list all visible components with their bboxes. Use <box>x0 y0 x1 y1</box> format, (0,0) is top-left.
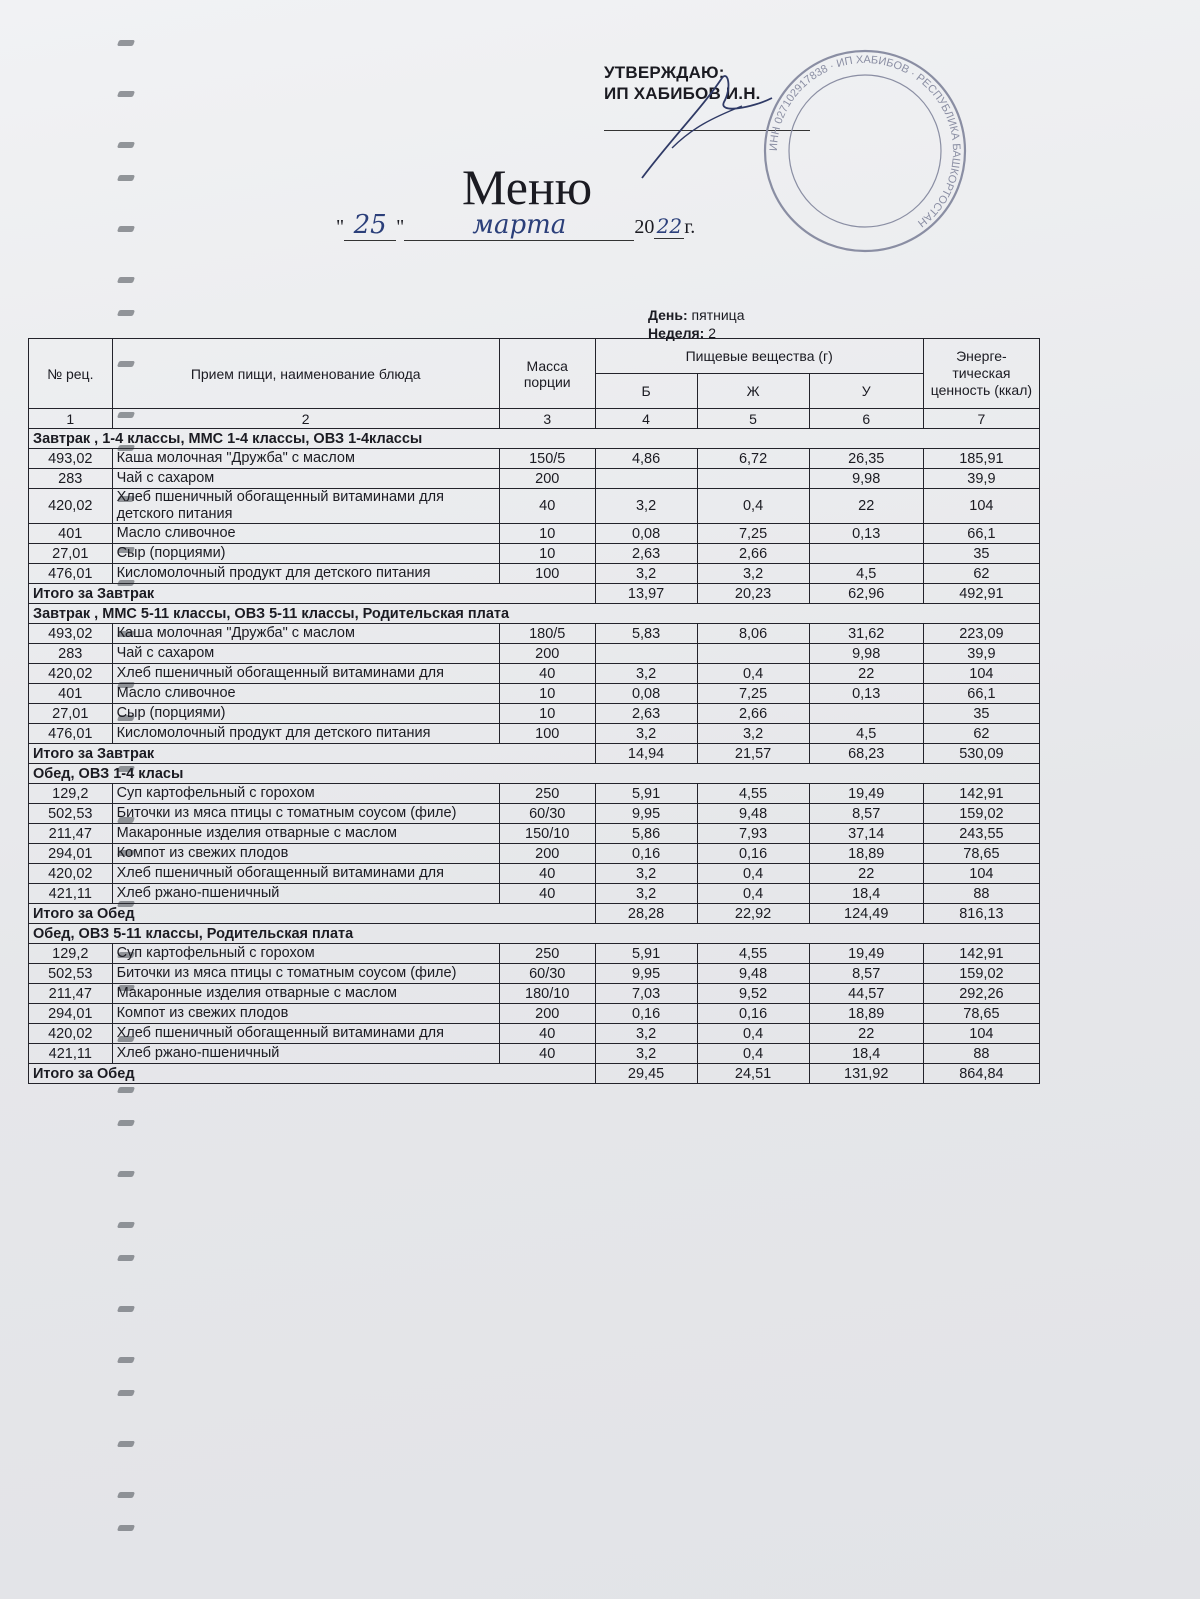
binder-hole <box>117 1222 135 1228</box>
cell-energy: 142,91 <box>923 784 1039 804</box>
menu-table <box>28 338 1040 1084</box>
total-energy: 530,09 <box>923 744 1039 764</box>
table-row <box>29 964 1040 984</box>
cell-dish-name: Масло сливочное <box>112 684 499 704</box>
section-title: Обед, ОВЗ 1-4 класы <box>29 764 1040 784</box>
header-nutrients: Пищевые вещества (г) <box>595 339 923 374</box>
total-protein: 14,94 <box>595 744 697 764</box>
total-fat: 22,92 <box>697 904 809 924</box>
table-row <box>29 1024 1040 1044</box>
cell-recipe-num: 502,53 <box>29 964 113 984</box>
cell-protein: 3,2 <box>595 1024 697 1044</box>
cell-carbs: 22 <box>809 489 923 524</box>
cell-recipe-num: 401 <box>29 684 113 704</box>
cell-energy: 39,9 <box>923 644 1039 664</box>
cell-energy: 104 <box>923 489 1039 524</box>
cell-mass: 60/30 <box>499 964 595 984</box>
cell-dish-name: Сыр (порциями) <box>112 544 499 564</box>
cell-energy: 78,65 <box>923 844 1039 864</box>
cell-protein: 3,2 <box>595 489 697 524</box>
date-line <box>336 210 695 241</box>
cell-mass: 40 <box>499 884 595 904</box>
cell-recipe-num: 420,02 <box>29 489 113 524</box>
cell-protein: 9,95 <box>595 964 697 984</box>
total-energy: 864,84 <box>923 1064 1039 1084</box>
cell-mass: 180/10 <box>499 984 595 1004</box>
binder-hole <box>117 310 135 316</box>
cell-dish-name: Компот из свежих плодов <box>112 844 499 864</box>
section-title: Завтрак , 1-4 классы, ММС 1-4 классы, ОВЗ 1-4классы <box>29 429 1040 449</box>
binder-hole <box>117 277 135 283</box>
cell-dish-name: Кисломолочный продукт для детского питания <box>112 564 499 584</box>
cell-dish-name: Чай с сахаром <box>112 469 499 489</box>
table-row <box>29 1004 1040 1024</box>
table-row <box>29 544 1040 564</box>
date-year-suffix: 22 <box>654 214 684 239</box>
header-index: 7 <box>923 409 1039 429</box>
cell-dish-name: Хлеб пшеничный обогащенный витаминами для <box>112 1024 499 1044</box>
cell-carbs: 9,98 <box>809 644 923 664</box>
cell-fat: 0,4 <box>697 864 809 884</box>
total-row <box>29 904 1040 924</box>
cell-protein: 3,2 <box>595 724 697 744</box>
date-month: марта <box>404 210 634 241</box>
cell-recipe-num: 294,01 <box>29 1004 113 1024</box>
cell-fat <box>697 644 809 664</box>
cell-mass: 200 <box>499 644 595 664</box>
cell-protein: 0,08 <box>595 684 697 704</box>
cell-energy: 66,1 <box>923 684 1039 704</box>
header-index: 1 <box>29 409 113 429</box>
cell-recipe-num: 420,02 <box>29 1024 113 1044</box>
cell-fat: 0,4 <box>697 1024 809 1044</box>
cell-fat: 0,4 <box>697 489 809 524</box>
binder-hole <box>117 91 135 97</box>
cell-fat <box>697 469 809 489</box>
total-energy: 492,91 <box>923 584 1039 604</box>
total-row <box>29 584 1040 604</box>
binder-hole <box>117 1441 135 1447</box>
total-carbs: 62,96 <box>809 584 923 604</box>
cell-dish-name: Биточки из мяса птицы с томатным соусом (филе) <box>112 804 499 824</box>
table-row <box>29 684 1040 704</box>
cell-carbs: 22 <box>809 664 923 684</box>
page-title: Меню <box>462 159 593 215</box>
header-index: 6 <box>809 409 923 429</box>
cell-mass: 40 <box>499 664 595 684</box>
table-row <box>29 524 1040 544</box>
header-index-row <box>29 409 1040 429</box>
cell-fat: 7,25 <box>697 524 809 544</box>
cell-dish-name: Хлеб пшеничный обогащенный витаминами для детского питания <box>112 489 499 524</box>
cell-carbs: 18,89 <box>809 1004 923 1024</box>
cell-dish-name: Суп картофельный с горохом <box>112 784 499 804</box>
binder-hole <box>117 1255 135 1261</box>
table-row <box>29 724 1040 744</box>
cell-protein: 5,83 <box>595 624 697 644</box>
cell-recipe-num: 211,47 <box>29 984 113 1004</box>
binder-hole <box>117 1171 135 1177</box>
cell-dish-name: Сыр (порциями) <box>112 704 499 724</box>
cell-fat: 7,93 <box>697 824 809 844</box>
header-num: № рец. <box>29 339 113 409</box>
cell-mass: 150/5 <box>499 449 595 469</box>
total-carbs: 131,92 <box>809 1064 923 1084</box>
total-protein: 28,28 <box>595 904 697 924</box>
cell-mass: 150/10 <box>499 824 595 844</box>
cell-recipe-num: 420,02 <box>29 664 113 684</box>
cell-fat: 0,4 <box>697 1044 809 1064</box>
cell-protein: 3,2 <box>595 1044 697 1064</box>
table-row <box>29 564 1040 584</box>
table-row <box>29 864 1040 884</box>
cell-dish-name: Масло сливочное <box>112 524 499 544</box>
total-label: Итого за Завтрак <box>29 744 596 764</box>
cell-mass: 10 <box>499 544 595 564</box>
cell-protein: 5,91 <box>595 944 697 964</box>
section-title: Завтрак , ММС 5-11 классы, ОВЗ 5-11 классы, Родительская плата <box>29 604 1040 624</box>
cell-protein: 3,2 <box>595 884 697 904</box>
cell-protein <box>595 469 697 489</box>
approval-title: УТВЕРЖДАЮ: <box>604 63 725 82</box>
cell-carbs: 4,5 <box>809 564 923 584</box>
cell-protein: 3,2 <box>595 864 697 884</box>
header-zh: Ж <box>697 374 809 409</box>
cell-recipe-num: 421,11 <box>29 1044 113 1064</box>
cell-recipe-num: 493,02 <box>29 449 113 469</box>
cell-dish-name: Макаронные изделия отварные с маслом <box>112 984 499 1004</box>
day-label: День: <box>648 307 688 323</box>
cell-energy: 104 <box>923 864 1039 884</box>
header-u: У <box>809 374 923 409</box>
cell-protein: 2,63 <box>595 544 697 564</box>
cell-carbs: 26,35 <box>809 449 923 469</box>
cell-recipe-num: 421,11 <box>29 884 113 904</box>
table-row <box>29 824 1040 844</box>
cell-carbs: 18,4 <box>809 884 923 904</box>
section-row <box>29 429 1040 449</box>
approval-block <box>604 62 761 104</box>
cell-carbs: 19,49 <box>809 944 923 964</box>
cell-carbs: 44,57 <box>809 984 923 1004</box>
header-meal: Прием пищи, наименование блюда <box>112 339 499 409</box>
cell-mass: 200 <box>499 1004 595 1024</box>
total-carbs: 68,23 <box>809 744 923 764</box>
cell-dish-name: Биточки из мяса птицы с томатным соусом (филе) <box>112 964 499 984</box>
section-row <box>29 924 1040 944</box>
cell-fat: 3,2 <box>697 724 809 744</box>
cell-protein: 0,16 <box>595 844 697 864</box>
cell-fat: 3,2 <box>697 564 809 584</box>
binder-hole <box>117 1390 135 1396</box>
header-index: 5 <box>697 409 809 429</box>
section-title: Обед, ОВЗ 5-11 классы, Родительская плата <box>29 924 1040 944</box>
total-protein: 29,45 <box>595 1064 697 1084</box>
cell-energy: 62 <box>923 724 1039 744</box>
table-row <box>29 704 1040 724</box>
cell-recipe-num: 283 <box>29 469 113 489</box>
cell-protein: 5,91 <box>595 784 697 804</box>
cell-recipe-num: 401 <box>29 524 113 544</box>
cell-recipe-num: 476,01 <box>29 564 113 584</box>
cell-recipe-num: 502,53 <box>29 804 113 824</box>
cell-protein <box>595 644 697 664</box>
table-row <box>29 469 1040 489</box>
cell-fat: 9,48 <box>697 964 809 984</box>
table-body <box>29 429 1040 1084</box>
cell-carbs <box>809 704 923 724</box>
binder-hole <box>117 1492 135 1498</box>
cell-protein: 3,2 <box>595 664 697 684</box>
cell-carbs: 8,57 <box>809 964 923 984</box>
cell-fat: 2,66 <box>697 704 809 724</box>
date-year-prefix: 20 <box>634 216 655 238</box>
header-index: 4 <box>595 409 697 429</box>
binder-hole <box>117 1306 135 1312</box>
cell-carbs: 4,5 <box>809 724 923 744</box>
cell-energy: 185,91 <box>923 449 1039 469</box>
cell-energy: 78,65 <box>923 1004 1039 1024</box>
cell-mass: 10 <box>499 524 595 544</box>
header-b: Б <box>595 374 697 409</box>
header-index: 2 <box>112 409 499 429</box>
cell-dish-name: Хлеб ржано-пшеничный <box>112 884 499 904</box>
cell-dish-name: Хлеб ржано-пшеничный <box>112 1044 499 1064</box>
cell-energy: 88 <box>923 884 1039 904</box>
table-row <box>29 944 1040 964</box>
section-row <box>29 764 1040 784</box>
section-row <box>29 604 1040 624</box>
cell-mass: 200 <box>499 469 595 489</box>
total-carbs: 124,49 <box>809 904 923 924</box>
cell-dish-name: Суп картофельный с горохом <box>112 944 499 964</box>
cell-carbs: 0,13 <box>809 524 923 544</box>
day-line <box>648 306 744 324</box>
cell-carbs: 0,13 <box>809 684 923 704</box>
table-row <box>29 804 1040 824</box>
header-mass: Масса порции <box>499 339 595 409</box>
table-row <box>29 664 1040 684</box>
cell-protein: 2,63 <box>595 704 697 724</box>
cell-mass: 250 <box>499 944 595 964</box>
cell-fat: 4,55 <box>697 944 809 964</box>
table-row <box>29 489 1040 524</box>
table-header <box>29 339 1040 429</box>
cell-dish-name: Хлеб пшеничный обогащенный витаминами для <box>112 664 499 684</box>
binder-hole <box>117 175 135 181</box>
cell-mass: 10 <box>499 704 595 724</box>
stamp-seal-icon <box>760 46 970 256</box>
cell-mass: 100 <box>499 724 595 744</box>
cell-recipe-num: 129,2 <box>29 784 113 804</box>
cell-recipe-num: 283 <box>29 644 113 664</box>
cell-energy: 159,02 <box>923 804 1039 824</box>
date-quote-open: " <box>336 216 345 238</box>
cell-fat: 0,4 <box>697 884 809 904</box>
header-energy: Энерге-тическая ценность (ккал) <box>923 339 1039 409</box>
cell-energy: 142,91 <box>923 944 1039 964</box>
cell-fat: 9,52 <box>697 984 809 1004</box>
cell-carbs: 22 <box>809 1024 923 1044</box>
cell-recipe-num: 27,01 <box>29 704 113 724</box>
cell-carbs: 9,98 <box>809 469 923 489</box>
total-fat: 20,23 <box>697 584 809 604</box>
cell-recipe-num: 420,02 <box>29 864 113 884</box>
table-row <box>29 1044 1040 1064</box>
cell-energy: 66,1 <box>923 524 1039 544</box>
cell-energy: 243,55 <box>923 824 1039 844</box>
total-label: Итого за Обед <box>29 1064 596 1084</box>
cell-energy: 88 <box>923 1044 1039 1064</box>
cell-carbs <box>809 544 923 564</box>
cell-energy: 62 <box>923 564 1039 584</box>
table-row <box>29 624 1040 644</box>
cell-mass: 60/30 <box>499 804 595 824</box>
binder-hole <box>117 1357 135 1363</box>
cell-fat: 0,16 <box>697 1004 809 1024</box>
cell-dish-name: Каша молочная "Дружба" с маслом <box>112 449 499 469</box>
cell-carbs: 31,62 <box>809 624 923 644</box>
cell-dish-name: Кисломолочный продукт для детского питания <box>112 724 499 744</box>
cell-protein: 5,86 <box>595 824 697 844</box>
binder-hole <box>117 142 135 148</box>
total-label: Итого за Обед <box>29 904 596 924</box>
header-index: 3 <box>499 409 595 429</box>
cell-fat: 2,66 <box>697 544 809 564</box>
cell-energy: 35 <box>923 544 1039 564</box>
cell-protein: 9,95 <box>595 804 697 824</box>
cell-recipe-num: 27,01 <box>29 544 113 564</box>
table-row <box>29 644 1040 664</box>
cell-energy: 35 <box>923 704 1039 724</box>
cell-carbs: 18,89 <box>809 844 923 864</box>
date-quote-close: " <box>396 216 405 238</box>
binder-hole <box>117 1120 135 1126</box>
cell-fat: 4,55 <box>697 784 809 804</box>
total-fat: 24,51 <box>697 1064 809 1084</box>
cell-fat: 8,06 <box>697 624 809 644</box>
cell-recipe-num: 476,01 <box>29 724 113 744</box>
cell-energy: 292,26 <box>923 984 1039 1004</box>
total-energy: 816,13 <box>923 904 1039 924</box>
cell-fat: 6,72 <box>697 449 809 469</box>
cell-dish-name: Компот из свежих плодов <box>112 1004 499 1024</box>
cell-protein: 0,08 <box>595 524 697 544</box>
total-fat: 21,57 <box>697 744 809 764</box>
binder-hole <box>117 226 135 232</box>
cell-dish-name: Макаронные изделия отварные с маслом <box>112 824 499 844</box>
cell-carbs: 22 <box>809 864 923 884</box>
cell-energy: 159,02 <box>923 964 1039 984</box>
binder-hole <box>117 40 135 46</box>
svg-text:ИНН 027102917838 · ИП ХАБИБОВ: ИНН 027102917838 · ИП ХАБИБОВ · РЕСПУБЛИКА БАШКОРТОСТАН <box>767 53 963 230</box>
cell-energy: 39,9 <box>923 469 1039 489</box>
cell-energy: 104 <box>923 1024 1039 1044</box>
total-row <box>29 744 1040 764</box>
cell-recipe-num: 129,2 <box>29 944 113 964</box>
cell-carbs: 37,14 <box>809 824 923 844</box>
cell-protein: 7,03 <box>595 984 697 1004</box>
cell-mass: 250 <box>499 784 595 804</box>
cell-mass: 180/5 <box>499 624 595 644</box>
approval-signatory: ИП ХАБИБОВ И.Н. <box>604 84 761 103</box>
week-value: 2 <box>708 325 716 341</box>
total-row <box>29 1064 1040 1084</box>
cell-recipe-num: 294,01 <box>29 844 113 864</box>
cell-carbs: 19,49 <box>809 784 923 804</box>
cell-mass: 10 <box>499 684 595 704</box>
total-protein: 13,97 <box>595 584 697 604</box>
cell-protein: 3,2 <box>595 564 697 584</box>
cell-energy: 223,09 <box>923 624 1039 644</box>
cell-fat: 0,16 <box>697 844 809 864</box>
cell-dish-name: Хлеб пшеничный обогащенный витаминами для <box>112 864 499 884</box>
cell-protein: 4,86 <box>595 449 697 469</box>
table-row <box>29 884 1040 904</box>
cell-mass: 40 <box>499 1024 595 1044</box>
cell-recipe-num: 493,02 <box>29 624 113 644</box>
total-label: Итого за Завтрак <box>29 584 596 604</box>
cell-dish-name: Каша молочная "Дружба" с маслом <box>112 624 499 644</box>
table-row <box>29 449 1040 469</box>
cell-carbs: 8,57 <box>809 804 923 824</box>
cell-energy: 104 <box>923 664 1039 684</box>
binder-hole <box>117 1525 135 1531</box>
cell-fat: 9,48 <box>697 804 809 824</box>
cell-mass: 100 <box>499 564 595 584</box>
cell-recipe-num: 211,47 <box>29 824 113 844</box>
cell-mass: 40 <box>499 1044 595 1064</box>
table-row <box>29 844 1040 864</box>
cell-carbs: 18,4 <box>809 1044 923 1064</box>
week-label: Неделя: <box>648 325 705 341</box>
cell-fat: 0,4 <box>697 664 809 684</box>
date-day: 25 <box>344 210 396 241</box>
day-value: пятница <box>691 307 745 323</box>
cell-protein: 0,16 <box>595 1004 697 1024</box>
date-tail: г. <box>684 216 696 238</box>
binder-hole <box>117 1087 135 1093</box>
table-row <box>29 784 1040 804</box>
cell-mass: 40 <box>499 864 595 884</box>
table-row <box>29 984 1040 1004</box>
day-info <box>648 306 744 342</box>
cell-mass: 200 <box>499 844 595 864</box>
cell-mass: 40 <box>499 489 595 524</box>
cell-fat: 7,25 <box>697 684 809 704</box>
cell-dish-name: Чай с сахаром <box>112 644 499 664</box>
